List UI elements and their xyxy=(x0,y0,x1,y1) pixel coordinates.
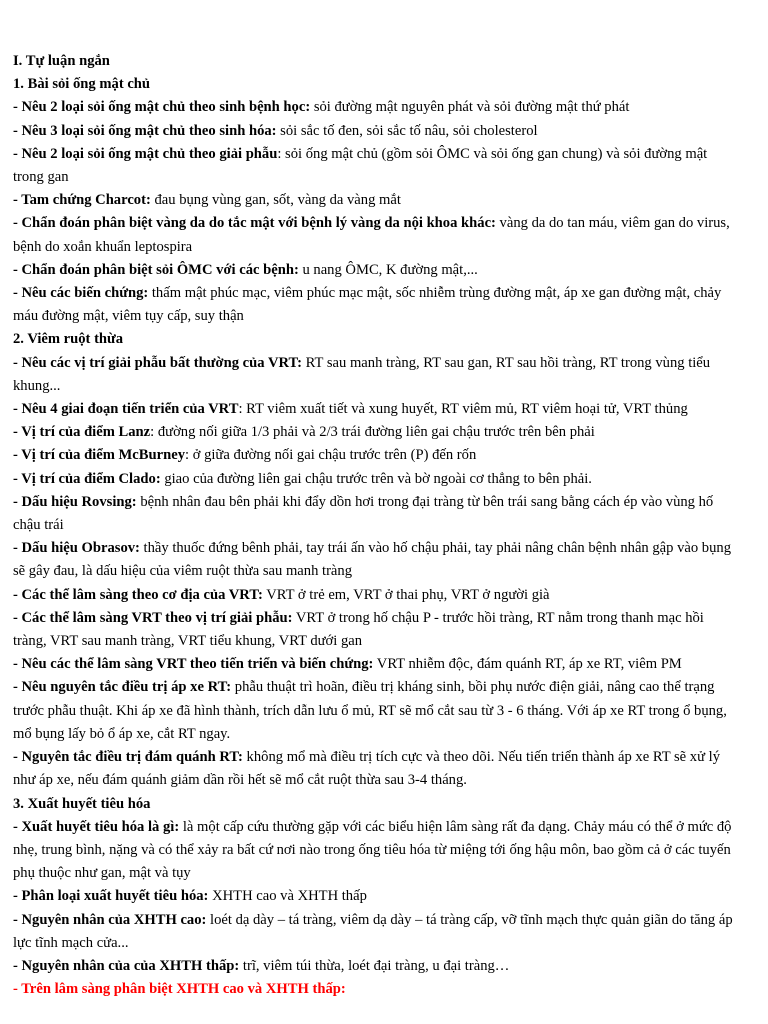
item-text: là một cấp cứu thường gặp với các biểu hiện lâm sàng rất đa dạng. Chảy máu có thể ở mức độ nhẹ, trung bình, nặng và có thể xảy ra bất cứ nơi nào trong ống tiêu hóa từ miệng tới ống hậu môn, bao gồm cả ở các tuyến phụ thuộc như gan, mật và tụy xyxy=(13,818,732,882)
list-item xyxy=(13,653,741,676)
item-text: VRT ở trẻ em, VRT ở thai phụ, VRT ở người già xyxy=(262,586,550,603)
item-label: - Nêu các thể lâm sàng VRT theo tiến triển và biến chứng: xyxy=(13,656,374,673)
list-item xyxy=(13,909,741,955)
list-item xyxy=(13,491,741,537)
item-text: bệnh nhân đau bên phải khi đẩy dồn hơi trong đại tràng từ bên trái sang bằng cách ép vào vùng hố chậu trái xyxy=(13,493,714,534)
item-label: - Nêu 2 loại sỏi ống mật chủ theo sinh bệnh học: xyxy=(13,99,311,116)
item-label: - Các thể lâm sàng theo cơ địa của VRT: xyxy=(13,586,263,603)
item-text: u nang ÔMC, K đường mật,... xyxy=(298,261,478,278)
list-item xyxy=(13,352,741,398)
list-item xyxy=(13,676,741,746)
item-label: - Chẩn đoán phân biệt sỏi ÔMC với các bệnh: xyxy=(13,261,299,278)
list-item xyxy=(13,189,741,212)
item-label: - Phân loại xuất huyết tiêu hóa: xyxy=(13,888,209,905)
part-title: 2. Viêm ruột thừa xyxy=(13,331,124,348)
item-label: - Vị trí của điểm Clado: xyxy=(13,470,161,487)
list-item xyxy=(13,398,741,421)
item-label: - Nêu 2 loại sỏi ống mật chủ theo giải phẫu xyxy=(13,145,278,162)
list-item xyxy=(13,816,741,886)
item-label: - Các thể lâm sàng VRT theo vị trí giải phẫu: xyxy=(13,609,293,626)
item-text: sỏi đường mật nguyên phát và sỏi đường mật thứ phát xyxy=(310,99,630,116)
item-label: - Nêu các biến chứng: xyxy=(13,285,149,302)
item-label: - Chẩn đoán phân biệt vàng da do tắc mật với bệnh lý vàng da nội khoa khác: xyxy=(13,215,496,232)
list-item xyxy=(13,885,741,908)
list-item xyxy=(13,444,741,467)
item-label: - Nêu 3 loại sỏi ống mật chủ theo sinh hóa: xyxy=(13,122,277,139)
item-label: - Nguyên tắc điều trị đám quánh RT: xyxy=(13,749,243,766)
part-title: 1. Bài sỏi ống mật chủ xyxy=(13,76,151,93)
item-label: - Nguyên nhân của XHTH cao: xyxy=(13,911,207,928)
item-text: đau bụng vùng gan, sốt, vàng da vàng mắt xyxy=(150,192,401,209)
item-label: - Dấu hiệu Rovsing: xyxy=(13,493,137,510)
item-label: - Trên lâm sàng phân biệt XHTH cao và XHTH thấp: xyxy=(13,981,346,998)
list-item xyxy=(13,607,741,653)
item-text: không mổ mà điều trị tích cực và theo dõi. Nếu tiến triển thành áp xe RT sẽ xử lý như áp xe, nếu đám quánh giảm dần rồi hết sẽ mổ cắt ruột thừa sau 3-4 tháng. xyxy=(13,749,721,789)
item-text: loét dạ dày – tá tràng, viêm dạ dày – tá tràng cấp, vỡ tĩnh mạch thực quản giãn do tăng áp lực tĩnh mạch cửa... xyxy=(13,911,733,951)
item-text: : đường nối giữa 1/3 phải và 2/3 trái đường liên gai chậu trước trên bên phải xyxy=(150,424,595,441)
item-text: giao của đường liên gai chậu trước trên và bờ ngoài cơ thẳng to bên phải. xyxy=(160,470,592,487)
item-text: thầy thuốc đứng bênh phải, tay trái ấn vào hố chậu phải, tay phải nâng chân bệnh nhân gập vào bụng sẽ gây đau, là dấu hiệu của viêm ruột thừa sau manh tràng xyxy=(13,540,731,580)
item-label: - Nêu nguyên tắc điều trị áp xe RT: xyxy=(13,679,232,696)
list-item xyxy=(13,421,741,444)
list-item xyxy=(13,143,741,189)
item-text: : sỏi ống mật chủ (gồm sỏi ÔMC và sỏi ống gan chung) và sỏi đường mật trong gan xyxy=(13,145,708,186)
list-item xyxy=(13,120,741,143)
list-item xyxy=(13,282,741,328)
list-item xyxy=(13,468,741,491)
item-text: trĩ, viêm túi thừa, loét đại tràng, u đại tràng… xyxy=(239,957,510,974)
item-label: - Nêu 4 giai đoạn tiến triển của VRT xyxy=(13,401,239,418)
section-title: I. Tự luận ngắn xyxy=(13,53,110,69)
list-item xyxy=(13,746,741,792)
item-text: thấm mật phúc mạc, viêm phúc mạc mật, sốc nhiễm trùng đường mật, áp xe gan đường mật, chảy máu đường mật, viêm tụy cấp, suy thận xyxy=(13,285,722,325)
item-label: - Vị trí của điểm McBurney xyxy=(13,447,185,464)
part-title: 3. Xuất huyết tiêu hóa xyxy=(13,795,151,812)
item-text: XHTH cao và XHTH thấp xyxy=(208,888,367,905)
item-label: - Tam chứng Charcot: xyxy=(13,192,151,209)
list-item xyxy=(13,259,741,282)
list-item-highlighted xyxy=(13,978,741,1001)
item-text: : RT viêm xuất tiết và xung huyết, RT viêm mủ, RT viêm hoại tử, VRT thủng xyxy=(238,401,688,418)
item-label: - Xuất huyết tiêu hóa là gì: xyxy=(13,818,180,835)
item-label: - Nguyên nhân của của XHTH thấp: xyxy=(13,957,240,974)
list-item xyxy=(13,537,741,583)
document-page xyxy=(13,50,741,1001)
list-item xyxy=(13,955,741,978)
item-text: sỏi sắc tố đen, sỏi sắc tố nâu, sỏi cholesterol xyxy=(276,122,538,139)
item-label: - Dấu hiệu Obrasov: xyxy=(13,540,140,557)
item-text: RT sau manh tràng, RT sau gan, RT sau hồi tràng, RT trong vùng tiểu khung... xyxy=(13,354,711,394)
item-text: phẫu thuật trì hoãn, điều trị kháng sinh, bồi phụ nước điện giải, nâng cao thể trạng trước phẫu thuật. Khi áp xe đã hình thành, trích dẫn lưu ổ mủ, RT sẽ mổ cắt sau từ 3 - 6 tháng. Với áp xe RT trong ổ bụng, mổ bụng lấy bỏ ổ áp xe, cắt RT ngay. xyxy=(13,679,727,742)
item-text: vàng da do tan máu, viêm gan do virus, bệnh do xoắn khuẩn leptospira xyxy=(13,215,730,255)
item-label: - Vị trí của điểm Lanz xyxy=(13,424,151,441)
item-text: : ở giữa đường nối gai chậu trước trên (P) đến rốn xyxy=(185,447,477,464)
list-item xyxy=(13,212,741,258)
list-item xyxy=(13,96,741,119)
item-label: - Nêu các vị trí giải phẫu bất thường của VRT: xyxy=(13,354,303,371)
item-text: VRT nhiễm độc, đám quánh RT, áp xe RT, viêm PM xyxy=(373,656,682,673)
item-text: VRT ở trong hố chậu P - trước hồi tràng, RT nằm trong thanh mạc hồi tràng, VRT sau manh tràng, VRT tiểu khung, VRT dưới gan xyxy=(13,609,704,650)
list-item xyxy=(13,584,741,607)
